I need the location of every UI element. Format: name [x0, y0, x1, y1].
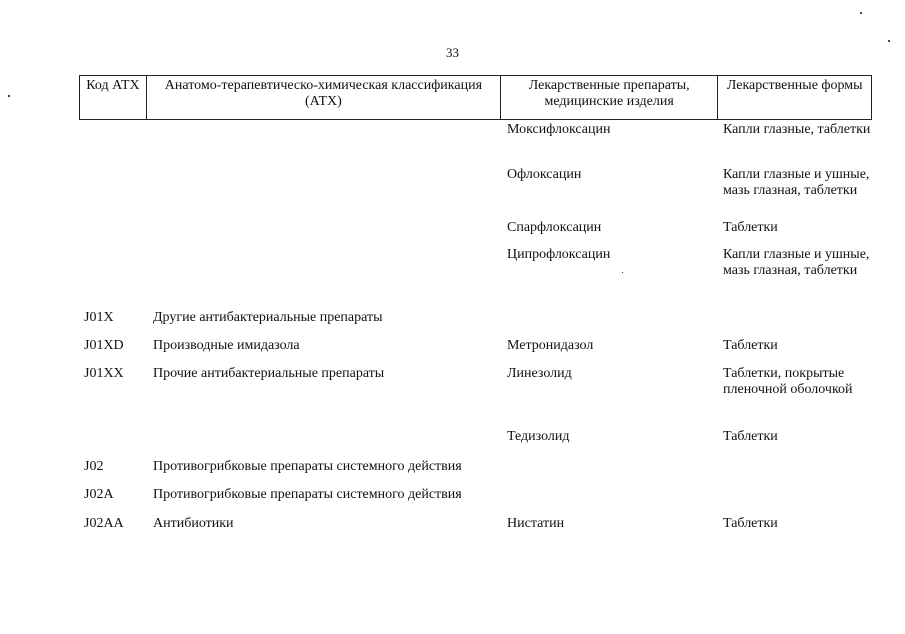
- row-code: J01X: [84, 310, 114, 325]
- header-forms: Лекарственные формы: [726, 78, 863, 93]
- row-code: J01XD: [84, 338, 124, 353]
- row-drug: Офлоксацин: [507, 167, 582, 182]
- row-code: J02A: [84, 487, 114, 502]
- row-form: Таблетки: [723, 516, 778, 531]
- header-drugs: Лекарственные препараты, медицинские изделия: [501, 76, 718, 119]
- row-drug: Тедизолид: [507, 429, 570, 444]
- scan-speck: [888, 40, 890, 42]
- row-name: Прочие антибактериальные препараты: [153, 366, 385, 381]
- row-code: J02: [84, 459, 104, 474]
- row-name: Другие антибактериальные препараты: [153, 310, 383, 325]
- row-drug: Метронидазол: [507, 338, 594, 353]
- row-name: Производные имидазола: [153, 338, 300, 353]
- row-code: J01XX: [84, 366, 124, 381]
- scan-speck: [622, 272, 623, 273]
- row-drug: Моксифлоксацин: [507, 122, 611, 137]
- row-form: Таблетки, покрытые пленочной оболочкой: [723, 366, 853, 397]
- row-drug: Ципрофлоксацин: [507, 247, 611, 262]
- scan-speck: [860, 12, 862, 14]
- row-name: Противогрибковые препараты системного действия: [153, 487, 462, 502]
- page-number: 33: [446, 45, 459, 60]
- row-drug: Нистатин: [507, 516, 565, 531]
- row-form: Таблетки: [723, 338, 778, 353]
- row-form: Таблетки: [723, 220, 778, 235]
- row-name: Противогрибковые препараты системного действия: [153, 459, 462, 474]
- row-code: J02AA: [84, 516, 124, 531]
- row-drug: Линезолид: [507, 366, 572, 381]
- row-drug: Спарфлоксацин: [507, 220, 602, 235]
- row-form: Таблетки: [723, 429, 778, 444]
- row-form: Капли глазные и ушные, мазь глазная, таблетки: [723, 167, 870, 198]
- row-name: Антибиотики: [153, 516, 234, 531]
- scan-speck: [8, 95, 10, 97]
- row-form: Капли глазные, таблетки: [723, 122, 871, 137]
- header-code: Код АТХ: [80, 76, 147, 119]
- header-atc: Анатомо-терапевтическо-химическая классификация (АТХ): [147, 76, 501, 119]
- row-form: Капли глазные и ушные, мазь глазная, таблетки: [723, 247, 870, 278]
